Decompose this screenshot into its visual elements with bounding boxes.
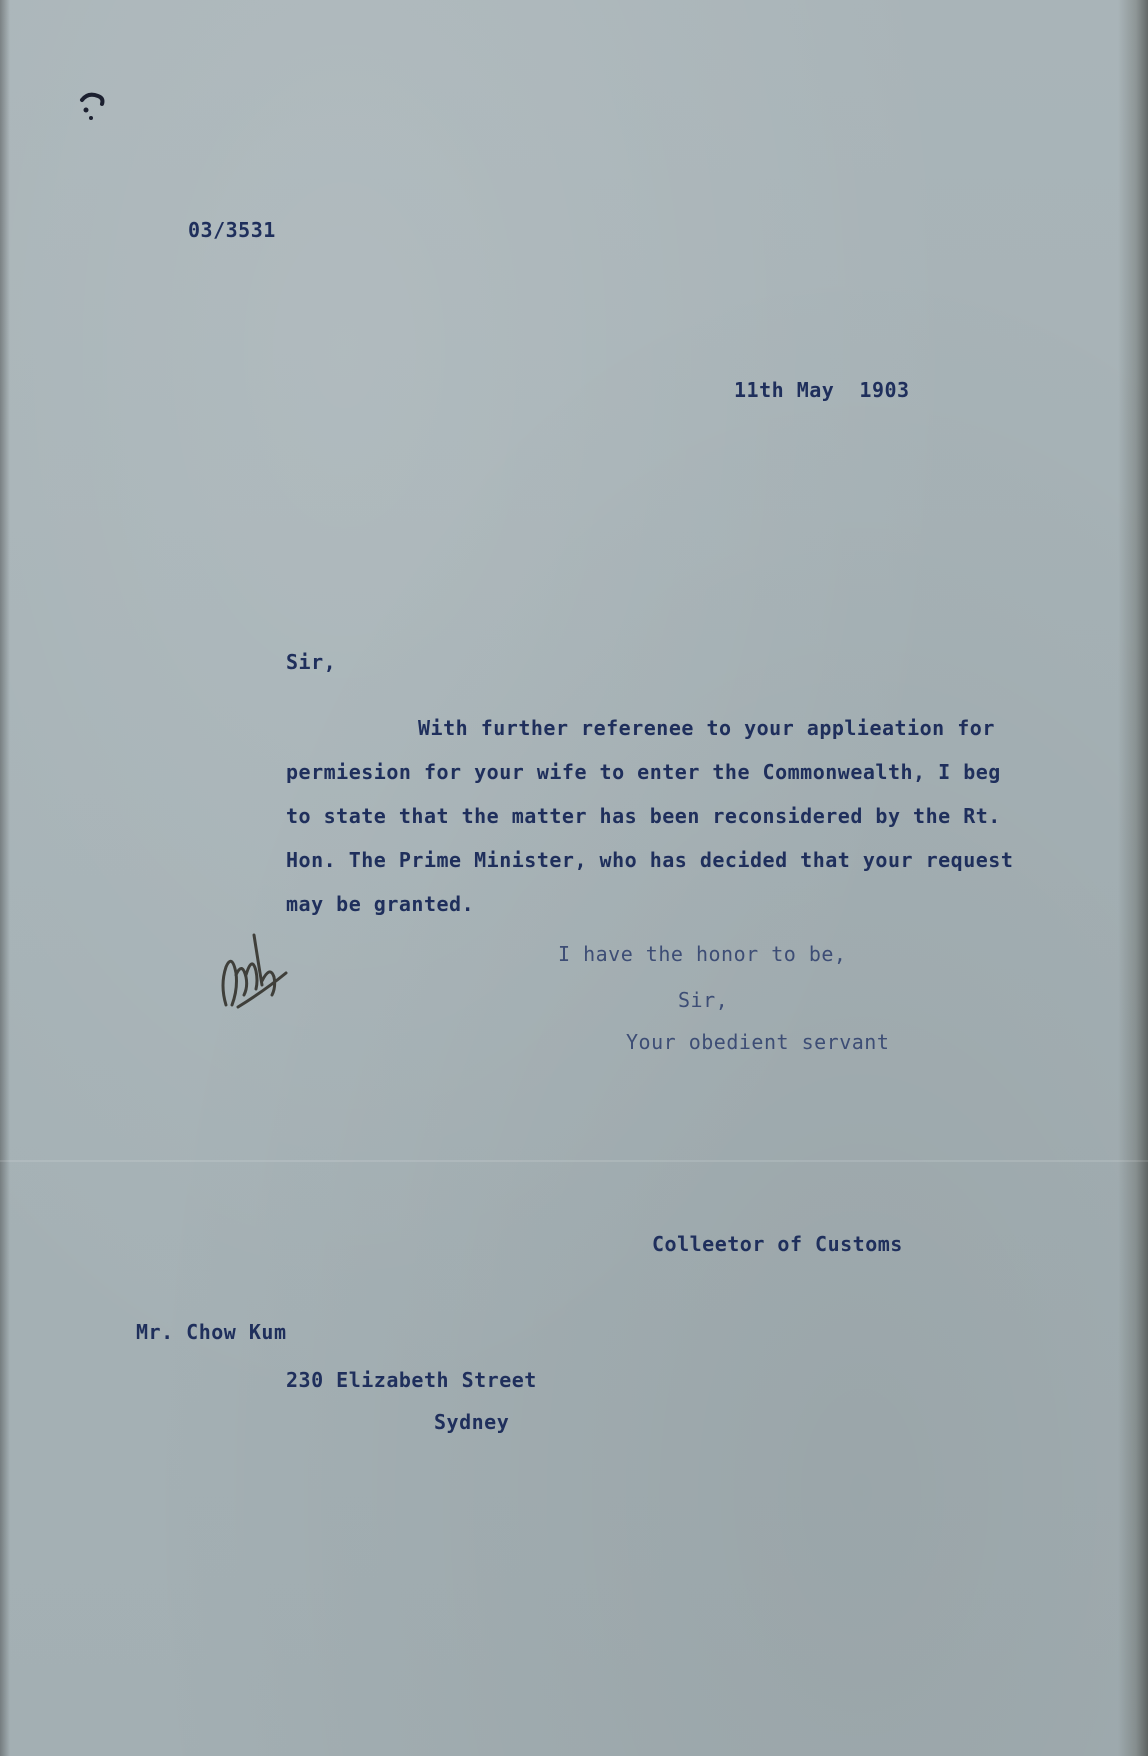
closing-line: I have the honor to be, — [558, 942, 847, 966]
paper-right-edge — [1118, 0, 1148, 1756]
body-line: With further referenee to your applieation for — [418, 716, 995, 740]
salutation: Sir, — [286, 650, 337, 674]
closing-line: Your obedient servant — [626, 1030, 890, 1054]
paper-left-edge — [0, 0, 10, 1756]
recipient-city: Sydney — [434, 1410, 510, 1434]
recipient-name: Mr. Chow Kum — [136, 1320, 287, 1344]
hole-punch-mark — [78, 86, 112, 126]
body-line: to state that the matter has been reconsidered by the Rt. — [286, 804, 1001, 828]
paper-crease — [0, 1160, 1148, 1162]
signatory-title: Colleetor of Customs — [652, 1232, 903, 1256]
body-line: may be granted. — [286, 892, 475, 916]
handwritten-initials — [218, 915, 292, 1015]
body-line: permiesion for your wife to enter the Commonwealth, I beg — [286, 760, 1001, 784]
letter-date: 11th May 1903 — [734, 378, 910, 402]
recipient-street: 230 Elizabeth Street — [286, 1368, 537, 1392]
file-reference: 03/3531 — [188, 218, 276, 242]
body-line: Hon. The Prime Minister, who has decided that your request — [286, 848, 1014, 872]
closing-line: Sir, — [678, 988, 729, 1012]
